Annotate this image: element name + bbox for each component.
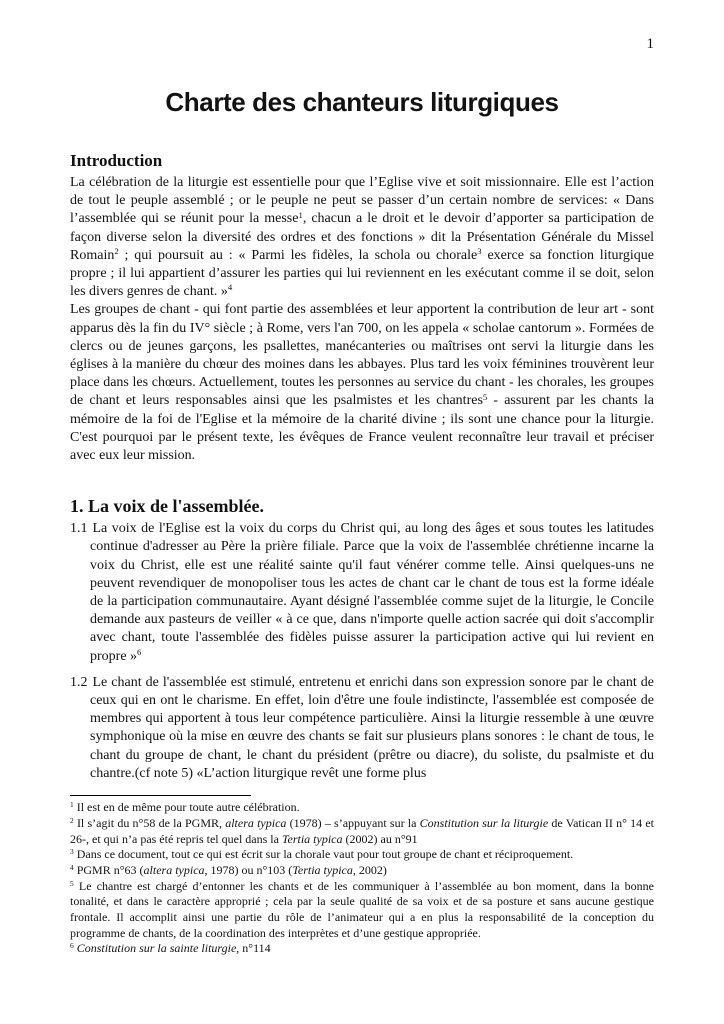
- footnote-4: [70, 863, 654, 879]
- footnote-2-text: Il s’agit du n°58 de la PGMR, altera typica (1978) – s’appuyant sur la Constitution sur la liturgie de Vatican II n° 14 et 26-, et qui n’a pas été repris tel quel dans la Tertia typica (2002) au n°91: [70, 815, 655, 846]
- footnote-6-number: 6: [70, 941, 74, 951]
- footnote-1-number: 1: [70, 800, 74, 810]
- footnote-5-text: Le chantre est chargé d’entonner les chants et de les communiquer à l’assemblée au bon moment, dans la bonne tonalité, et dans le caractère approprié ; cela par la seule qualité de sa voix et de sa posture et sans aucune gestique frontale. Il accomplit ainsi une partie du rôle de l’animateur qui a en plus la responsabilité de la conception du programme de chants, de la coordination des interprètes et d’une gestique appropriée.: [70, 878, 655, 940]
- footnote-3: [70, 847, 654, 863]
- footnote-6: [70, 941, 654, 957]
- footnote-separator: [70, 795, 251, 796]
- footnote-1-text: Il est en de même pour toute autre célébration.: [76, 800, 300, 815]
- paragraph-1-2-number: 1.2: [70, 674, 88, 690]
- paragraph-1-2-text: Le chant de l'assemblée est stimulé, entretenu et enrichi dans son expression sonore par le chant de ceux qui en ont le charisme. En effet, loin d'être une foule indistincte, l'assemblée est composée de membres qui apportent à tous leur compétence particulière. Ainsi la liturgie ressemble à une œuvre symphonique où la mise en œuvre des chants se fait sur plusieurs plans sonores : le chant de tous, le chant du groupe de chant, le chant du président (prêtre ou diacre), du soliste, du psalmiste et du chantre.(cf note 5) «L’action liturgique revêt une forme plus: [90, 674, 654, 781]
- section-1-heading: 1. La voix de l'assemblée.: [70, 496, 264, 517]
- page-number: 1: [646, 36, 654, 52]
- paragraph-1-1: [70, 520, 654, 666]
- paragraph-1-1-text: La voix de l'Eglise est la voix du corps du Christ qui, au long des âges et sous toutes les latitudes continue d'adresser au Père la prière filiale. Parce que la voix de l'assemblée chrétienne incarne la voix du Christ, elle est une réalité sainte qu'il faut vénérer comme telle. Ainsi quelques-uns ne peuvent revendiquer de monopoliser tous les actes de chant car le chant de tous est la forme idéale de la participation communautaire. Ayant désigné l'assemblée comme sujet de la liturgie, le Concile demande aux pasteurs de veiller « à ce que, dans n'importe quelle action sacrée qui doit s'accomplir avec chant, toute l'assemblée des fidèles puisse assurer la participation active qui lui revient en propre »$^6$: [90, 521, 654, 664]
- footnotes: [70, 800, 654, 957]
- footnote-5: [70, 879, 654, 942]
- footnote-2: [70, 816, 654, 847]
- paragraph-1-1-number: 1.1: [70, 521, 88, 537]
- footnote-2-number: 2: [70, 815, 74, 825]
- paragraph-1-2: [70, 674, 654, 783]
- footnote-4-text: PGMR n°63 (altera typica, 1978) ou n°103 (Tertia typica, 2002): [76, 862, 387, 877]
- introduction-heading: Introduction: [70, 151, 163, 170]
- intro-paragraph-2: Les groupes de chant - qui font partie des assemblées et leur apportent la contribution de leur art - sont apparus dès la fin du IV° siècle ; à Rome, vers l'an 700, on les appela « scholae cantorum ». Formées de clercs ou de jeunes garçons, les psallettes, manécanteries ou maîtrises ont servi la liturgie dans les églises à la manière du chœur des moines dans les abbayes. Plus tard les voix féminines trouvèrent leur place dans les chœurs. Actuellement, toutes les personnes au service du chant - les chorales, les groupes de chant et leurs responsables ainsi que les psalmistes et les chantres$^5$ - assurent par les chants la mémoire de la foi de l'Eglise et la mémoire de la charité divine ; ils sont une chance pour la liturgie. C'est pourquoi par le présent texte, les évêques de France veulent reconnaître leur travail et préciser avec eux leur mission.: [70, 302, 654, 464]
- footnote-3-text: Dans ce document, tout ce qui est écrit sur la chorale vaut pour tout groupe de chant et réciproquement.: [76, 847, 574, 862]
- footnote-6-text: Constitution sur la sainte liturgie, n°114: [76, 941, 271, 956]
- footnote-4-number: 4: [70, 862, 74, 872]
- footnote-1: [70, 800, 654, 816]
- intro-paragraph-1: La célébration de la liturgie est essentielle pour que l’Eglise vive et soit missionnaire. Elle est l’action de tout le peuple assemblé ; or le peuple ne peut se passer d’un certain nombre de services: « Dans l’assemblée qui se réunit pour la messe$^1$, chacun a le droit et le devoir d’apporter sa participation de façon diverse selon la diversité des ordres et des fonctions » dit la Présentation Générale du Missel Romain$^2$ ; qui poursuit au : « Parmi les fidèles, la schola ou chorale$^3$ exerce sa fonction liturgique propre ; il lui appartient d’assurer les parties qui lui reviennent en les exécutant comme il se doit, selon les divers genres de chant. »$^4$: [70, 175, 654, 300]
- document-title: Charte des chanteurs liturgiques: [165, 87, 559, 117]
- footnote-3-number: 3: [70, 847, 74, 857]
- footnote-5-number: 5: [70, 878, 74, 888]
